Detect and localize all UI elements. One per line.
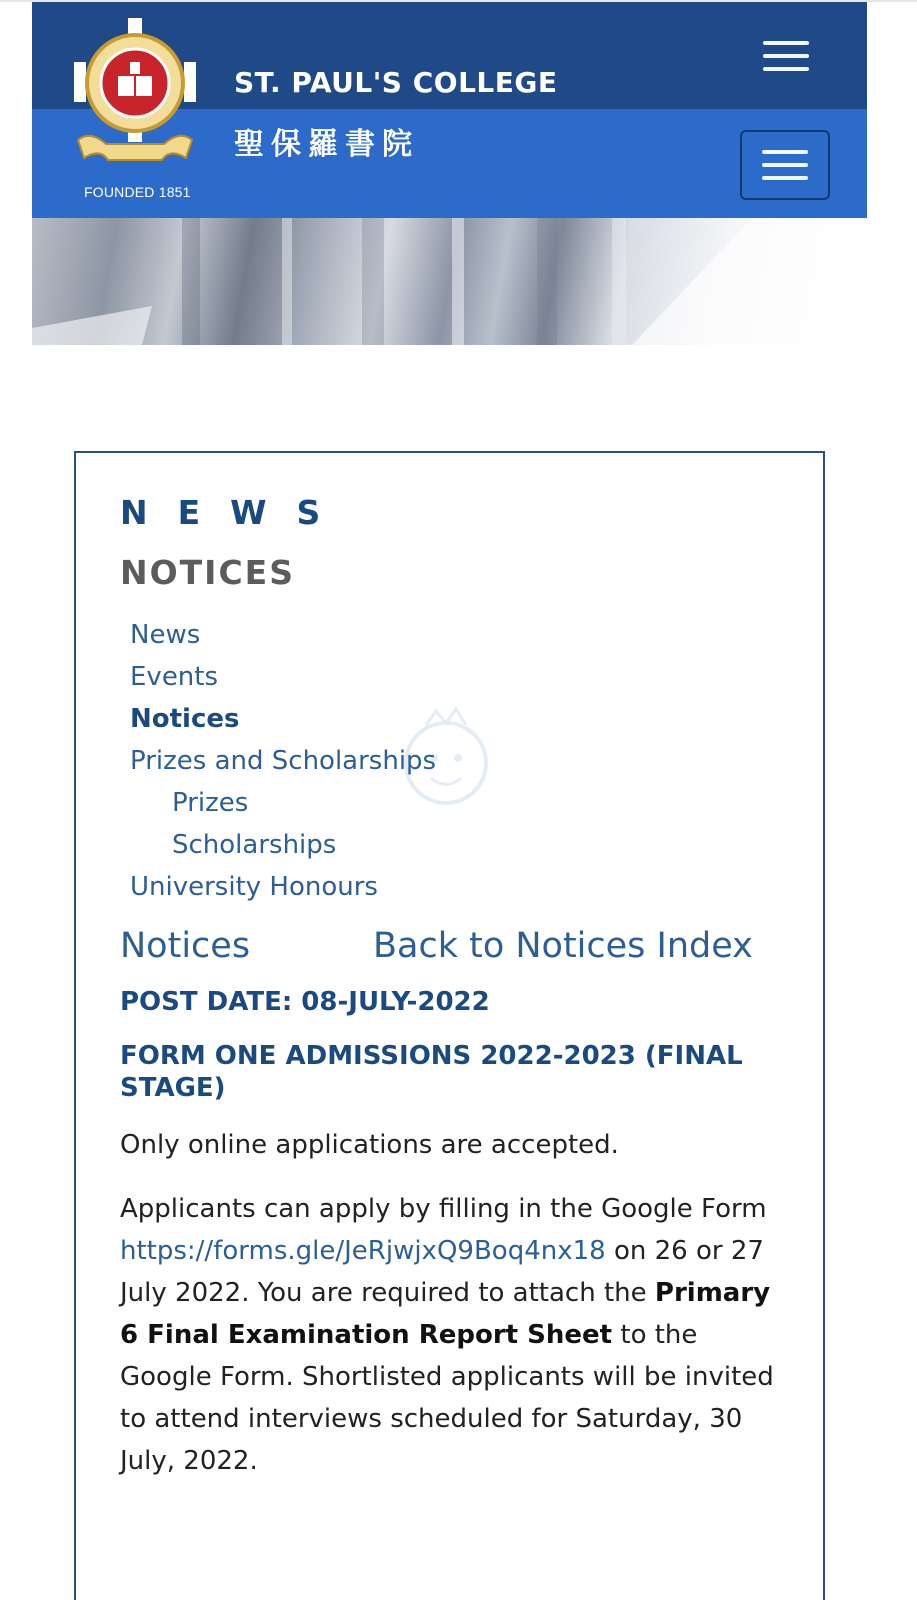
para2-text-after-bold: to the Google Form. Shortlisted applicants will be invited to attend interviews scheduled for Saturday, 30 July, 2022.: [120, 1320, 774, 1476]
current-section-label: Notices: [120, 926, 251, 966]
notice-paragraph-1: Only online applications are accepted.: [120, 1130, 619, 1160]
news-section-heading: NEWS: [120, 493, 351, 532]
report-sheet-bold-text: Primary 6 Final Examination Report Sheet: [120, 1278, 771, 1350]
header-banner-photo: [32, 218, 867, 345]
subnav-item-university-honours[interactable]: University Honours: [130, 872, 378, 902]
hamburger-icon: [763, 41, 809, 71]
college-name-english[interactable]: ST. PAUL'S COLLEGE: [234, 66, 558, 99]
news-subnav: [130, 617, 436, 911]
subnav-item-scholarships[interactable]: Scholarships: [172, 830, 337, 860]
site-header: [32, 2, 867, 218]
hamburger-icon: [762, 150, 808, 180]
banner-image: [32, 218, 867, 345]
back-to-notices-index-link[interactable]: Back to Notices Index: [373, 926, 753, 966]
para2-text-before-link: Applicants can apply by filling in the Google Form: [120, 1194, 767, 1224]
para2-text-after-link: on 26 or 27 July 2022. You are required to attach the: [120, 1236, 764, 1308]
notice-paragraph-2: [120, 1188, 780, 1482]
subnav-item-prizes-and-scholarships[interactable]: Prizes and Scholarships: [130, 746, 437, 776]
subnav-item-prizes[interactable]: Prizes: [172, 788, 249, 818]
notices-section-heading: NOTICES: [120, 553, 295, 592]
top-menu-button[interactable]: [760, 36, 812, 76]
subnav-item-events[interactable]: Events: [130, 662, 219, 692]
notice-title: FORM ONE ADMISSIONS 2022-2023 (FINAL STAGE): [120, 1041, 743, 1103]
subnav-item-notices[interactable]: Notices: [130, 704, 240, 734]
college-name-chinese[interactable]: 聖保羅書院: [234, 127, 419, 162]
college-crest-logo[interactable]: [70, 18, 200, 198]
google-form-link[interactable]: https://forms.gle/JeRjwjxQ9Boq4nx18: [120, 1236, 606, 1266]
founded-caption: FOUNDED 1851: [84, 184, 191, 200]
news-card: [74, 451, 825, 1600]
subnav-item-news[interactable]: News: [130, 620, 201, 650]
main-menu-toggle-button[interactable]: [740, 130, 830, 200]
post-date: POST DATE: 08-JULY-2022: [120, 987, 490, 1017]
